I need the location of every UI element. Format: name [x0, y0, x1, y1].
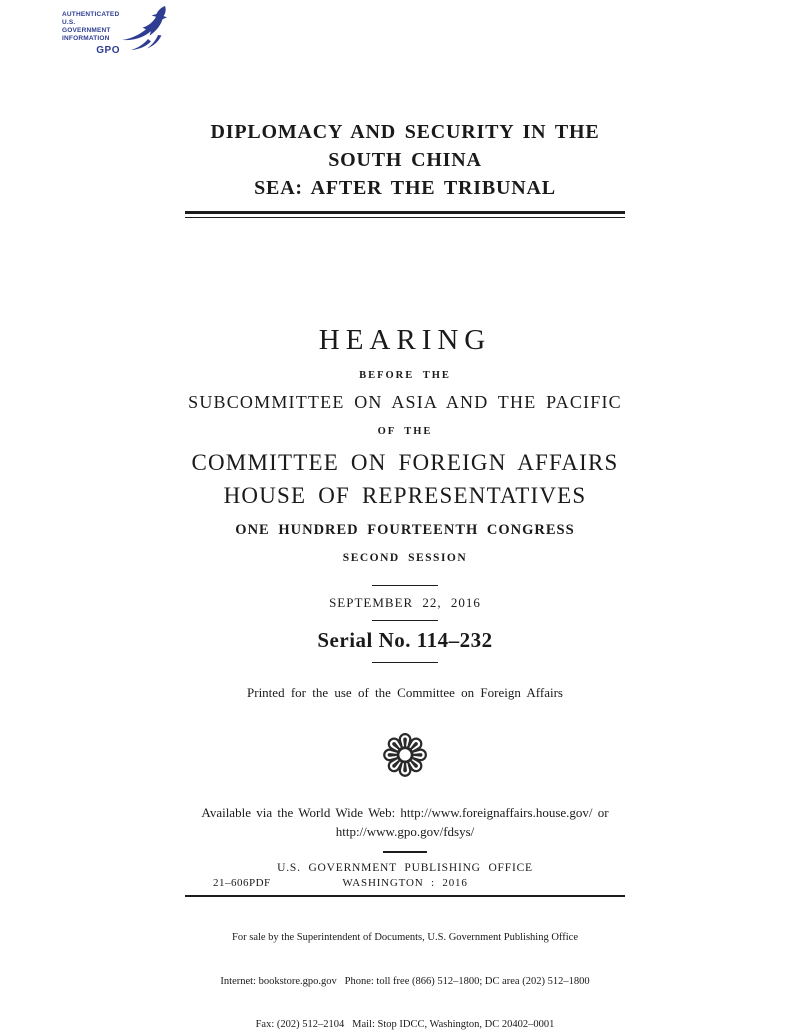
- divider: [383, 851, 427, 853]
- gpo-wordmark: GPO: [96, 45, 120, 56]
- divider: [372, 585, 438, 586]
- sale-information: [185, 902, 625, 1035]
- logo-line-us-government: U.S. GOVERNMENT: [62, 19, 111, 34]
- sale-line-1: For sale by the Superintendent of Documents, U.S. Government Publishing Office: [232, 932, 578, 943]
- publisher-row: [185, 877, 625, 891]
- title-double-rule: [185, 211, 625, 218]
- before-the-label: BEFORE THE: [359, 370, 451, 381]
- logo-line-information: INFORMATION: [62, 35, 110, 42]
- document-title: [185, 118, 625, 202]
- print-code: 21–606PDF: [213, 877, 271, 889]
- divider: [185, 895, 625, 897]
- committee-name: COMMITTEE ON FOREIGN AFFAIRS: [191, 450, 619, 475]
- divider: [372, 620, 438, 621]
- availability-note: [185, 803, 625, 841]
- cover-content: [185, 0, 625, 1035]
- session-label: SECOND SESSION: [342, 552, 468, 564]
- divider: [372, 662, 438, 663]
- of-the-label: OF THE: [377, 426, 433, 437]
- publisher-location: WASHINGTON : 2016: [342, 877, 468, 889]
- title-line-1: DIPLOMACY AND SECURITY IN THE SOUTH CHINA: [210, 121, 600, 171]
- title-line-2: SEA: AFTER THE TRIBUNAL: [254, 177, 556, 199]
- availability-line-2: http://www.gpo.gov/fdsys/: [335, 824, 475, 839]
- logo-line-authenticated: AUTHENTICATED: [62, 11, 120, 18]
- sale-line-2: Internet: bookstore.gpo.gov Phone: toll free (866) 512–1800; DC area (202) 512–1800: [220, 975, 590, 987]
- gpo-authentication-logo: [62, 5, 172, 57]
- sale-line-3: Fax: (202) 512–2104 Mail: Stop IDCC, Washington, DC 20402–0001: [255, 1019, 555, 1030]
- congress-number: ONE HUNDRED FOURTEENTH CONGRESS: [235, 522, 575, 538]
- availability-line-1: Available via the World Wide Web: http://www.foreignaffairs.house.gov/ or: [201, 805, 609, 820]
- gpo-eagle-icon: [118, 5, 172, 57]
- publishing-office: U.S. GOVERNMENT PUBLISHING OFFICE: [277, 862, 533, 874]
- subcommittee-name: SUBCOMMITTEE ON ASIA AND THE PACIFIC: [188, 392, 622, 412]
- gpo-logo-text: [62, 5, 120, 56]
- hearing-heading: HEARING: [318, 324, 492, 356]
- printed-for-note: Printed for the use of the Committee on Foreign Affairs: [247, 685, 563, 700]
- florette-ornament-icon: ❁: [380, 722, 430, 790]
- serial-number: Serial No. 114–232: [317, 628, 493, 652]
- house-of-representatives: HOUSE OF REPRESENTATIVES: [223, 483, 587, 508]
- hearing-date: SEPTEMBER 22, 2016: [329, 595, 481, 610]
